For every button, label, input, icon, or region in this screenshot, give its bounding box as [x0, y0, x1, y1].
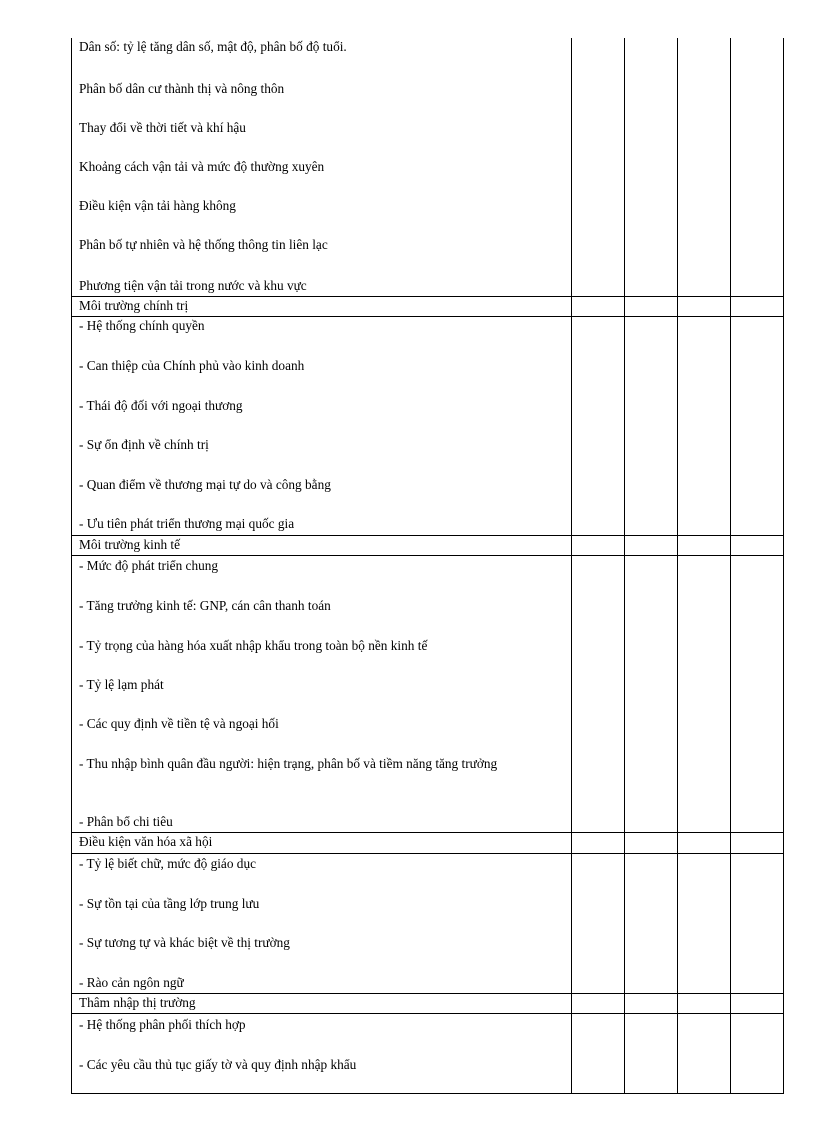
criterion-row-label: Phân bố dân cư thành thị và nông thôn	[79, 81, 285, 96]
criterion-row-label: Dân số: tỷ lệ tăng dân số, mật độ, phân bố độ tuổi.	[79, 39, 347, 54]
criterion-row-label: Khoảng cách vận tải và mức độ thường xuyên	[79, 159, 325, 174]
criterion-row-label: - Phân bổ chi tiêu	[79, 814, 173, 829]
section-header: Môi trường chính trị	[79, 298, 189, 313]
criterion-row-label: - Tỷ lệ lạm phát	[79, 677, 164, 692]
criterion-row-label: - Mức độ phát triển chung	[79, 558, 219, 573]
criterion-row-label: - Hệ thống phân phối thích hợp	[79, 1017, 246, 1032]
column-border-4	[730, 38, 731, 1094]
row-border-3	[71, 555, 783, 556]
criterion-row-label: - Sự ổn định về chính trị	[79, 437, 209, 452]
criterion-row-label: Phân bố tự nhiên và hệ thống thông tin liên lạc	[79, 237, 328, 252]
criterion-row-label: - Thu nhập bình quân đầu người: hiện trạng, phân bố và tiềm năng tăng trưởng	[79, 756, 498, 771]
row-border-8	[71, 1093, 783, 1094]
criterion-row-label: - Sự tương tự và khác biệt về thị trường	[79, 935, 290, 950]
column-border-5	[783, 38, 784, 1094]
criterion-row-label: - Tỷ lệ biết chữ, mức độ giáo dục	[79, 856, 257, 871]
criterion-row-label: - Tỷ trọng của hàng hóa xuất nhập khẩu trong toàn bộ nền kinh tế	[79, 638, 428, 653]
column-border-0	[71, 38, 72, 1094]
criterion-row-label: - Tăng trưởng kinh tế: GNP, cán cân thanh toán	[79, 598, 331, 613]
criterion-row-label: Thay đổi về thời tiết và khí hậu	[79, 120, 246, 135]
criterion-row-label: - Rào cản ngôn ngữ	[79, 975, 184, 990]
column-border-2	[624, 38, 625, 1094]
criterion-row-label: - Các quy định về tiền tệ và ngoại hối	[79, 716, 279, 731]
criterion-row-label: - Can thiệp của Chính phủ vào kinh doanh	[79, 358, 305, 373]
section-header: Môi trường kinh tế	[79, 537, 181, 552]
row-border-5	[71, 853, 783, 854]
criterion-row-label: - Hệ thống chính quyền	[79, 318, 205, 333]
section-header: Điều kiện văn hóa xã hội	[79, 834, 213, 849]
column-border-3	[677, 38, 678, 1094]
row-border-7	[71, 1013, 783, 1014]
criterion-row-label: - Các yêu cầu thủ tục giấy tờ và quy định nhập khẩu	[79, 1057, 357, 1072]
criterion-row-label: Phương tiện vận tải trong nước và khu vực	[79, 278, 307, 293]
criterion-row-label: - Ưu tiên phát triển thương mại quốc gia	[79, 516, 295, 531]
section-header: Thâm nhập thị trường	[79, 995, 196, 1010]
criterion-row-label: - Sự tồn tại của tầng lớp trung lưu	[79, 896, 260, 911]
column-border-1	[571, 38, 572, 1094]
criterion-row-label: - Quan điểm về thương mại tự do và công bằng	[79, 477, 331, 492]
criterion-row-label: - Thái độ đối với ngoại thương	[79, 398, 243, 413]
criterion-row-label: Điều kiện vận tải hàng không	[79, 198, 236, 213]
